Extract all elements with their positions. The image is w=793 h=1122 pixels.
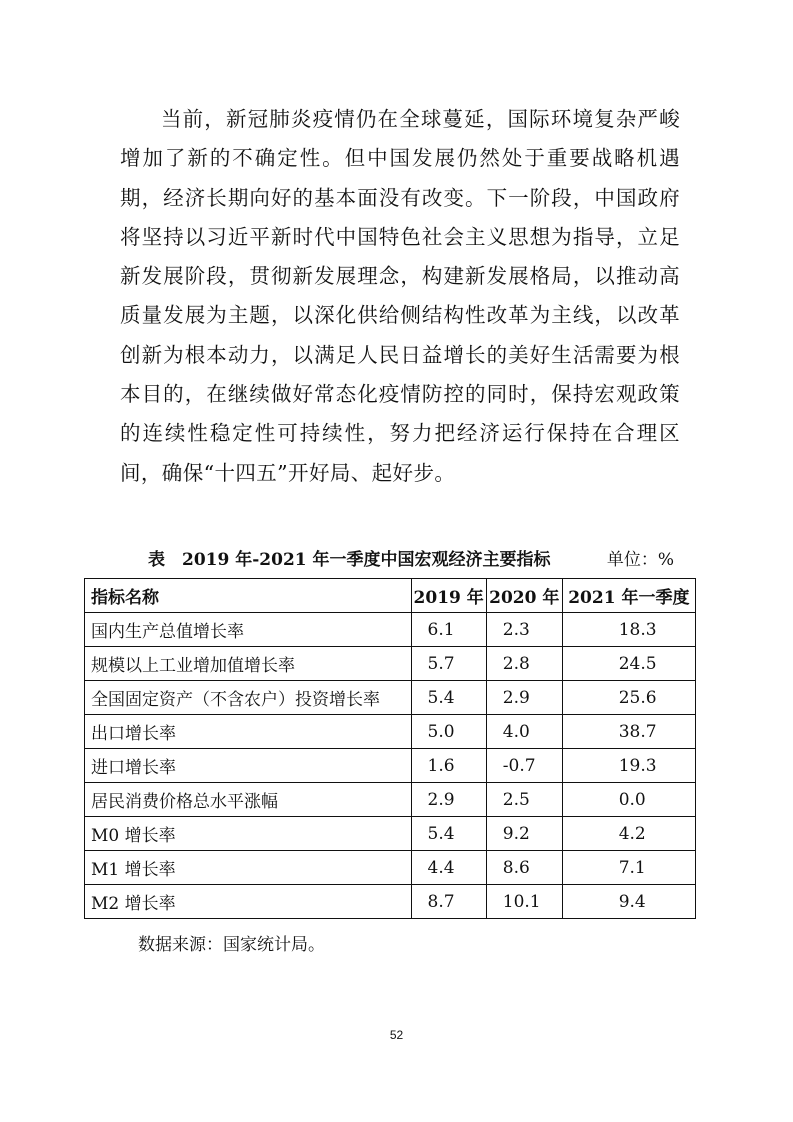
value-2019: 5.4 xyxy=(411,817,486,851)
value-2019: 6.1 xyxy=(411,613,486,647)
value-2019: 5.0 xyxy=(411,715,486,749)
value-2019: 2.9 xyxy=(411,783,486,817)
indicator-name: 进口增长率 xyxy=(85,749,412,783)
value-2020: 2.3 xyxy=(486,613,562,647)
header-2021q1: 2021 年一季度 xyxy=(562,579,695,613)
table-row xyxy=(85,647,696,681)
table-row xyxy=(85,681,696,715)
value-2020: 8.6 xyxy=(486,851,562,885)
table-unit: 单位：% xyxy=(606,550,674,570)
value-2020: 9.2 xyxy=(486,817,562,851)
value-2019: 5.4 xyxy=(411,681,486,715)
value-2020: 10.1 xyxy=(486,885,562,919)
value-2021q1: 24.5 xyxy=(562,647,695,681)
value-2021q1: 18.3 xyxy=(562,613,695,647)
table-row xyxy=(85,885,696,919)
indicator-name: 居民消费价格总水平涨幅 xyxy=(85,783,412,817)
page-number: 52 xyxy=(389,1028,404,1042)
value-2019: 1.6 xyxy=(411,749,486,783)
table-title: 表 2019 年-2021 年一季度中国宏观经济主要指标 xyxy=(148,550,551,570)
value-2020: 2.9 xyxy=(486,681,562,715)
indicator-name: 国内生产总值增长率 xyxy=(85,613,412,647)
table-row xyxy=(85,783,696,817)
value-2021q1: 25.6 xyxy=(562,681,695,715)
table-row xyxy=(85,749,696,783)
value-2021q1: 7.1 xyxy=(562,851,695,885)
value-2021q1: 9.4 xyxy=(562,885,695,919)
indicator-name: M1 增长率 xyxy=(85,851,412,885)
header-indicator: 指标名称 xyxy=(85,579,412,613)
value-2021q1: 4.2 xyxy=(562,817,695,851)
value-2020: -0.7 xyxy=(486,749,562,783)
header-2019: 2019 年 xyxy=(411,579,486,613)
value-2021q1: 38.7 xyxy=(562,715,695,749)
value-2019: 4.4 xyxy=(411,851,486,885)
table-source-note: 数据来源：国家统计局。 xyxy=(138,935,325,955)
value-2020: 4.0 xyxy=(486,715,562,749)
indicator-name: M2 增长率 xyxy=(85,885,412,919)
value-2021q1: 0.0 xyxy=(562,783,695,817)
indicator-name: M0 增长率 xyxy=(85,817,412,851)
body-paragraph: 当前，新冠肺炎疫情仍在全球蔓延，国际环境复杂严峻增加了新的不确定性。但中国发展仍然处于重要战略机遇期，经济长期向好的基本面没有改变。下一阶段，中国政府将坚持以习近平新时代中国特色社会主义思想为指导，立足新发展阶段，贯彻新发展理念，构建新发展格局，以推动高质量发展为主题，以深化供给侧结构性改革为主线，以改革创新为根本动力，以满足人民日益增长的美好生活需要为根本目的，在继续做好常态化疫情防控的同时，保持宏观政策的连续性稳定性可持续性，努力把经济运行保持在合理区间，确保“十四五”开好局、起好步。 xyxy=(120,107,680,485)
value-2021q1: 19.3 xyxy=(562,749,695,783)
table-row xyxy=(85,851,696,885)
table-row xyxy=(85,817,696,851)
table-caption xyxy=(84,545,696,569)
value-2020: 2.5 xyxy=(486,783,562,817)
value-2019: 5.7 xyxy=(411,647,486,681)
value-2020: 2.8 xyxy=(486,647,562,681)
table-row xyxy=(85,715,696,749)
indicator-table xyxy=(84,578,696,919)
indicator-name: 全国固定资产（不含农户）投资增长率 xyxy=(85,681,412,715)
indicator-name: 规模以上工业增加值增长率 xyxy=(85,647,412,681)
header-2020: 2020 年 xyxy=(486,579,562,613)
indicator-name: 出口增长率 xyxy=(85,715,412,749)
value-2019: 8.7 xyxy=(411,885,486,919)
table-row xyxy=(85,613,696,647)
table-header-row xyxy=(85,579,696,613)
